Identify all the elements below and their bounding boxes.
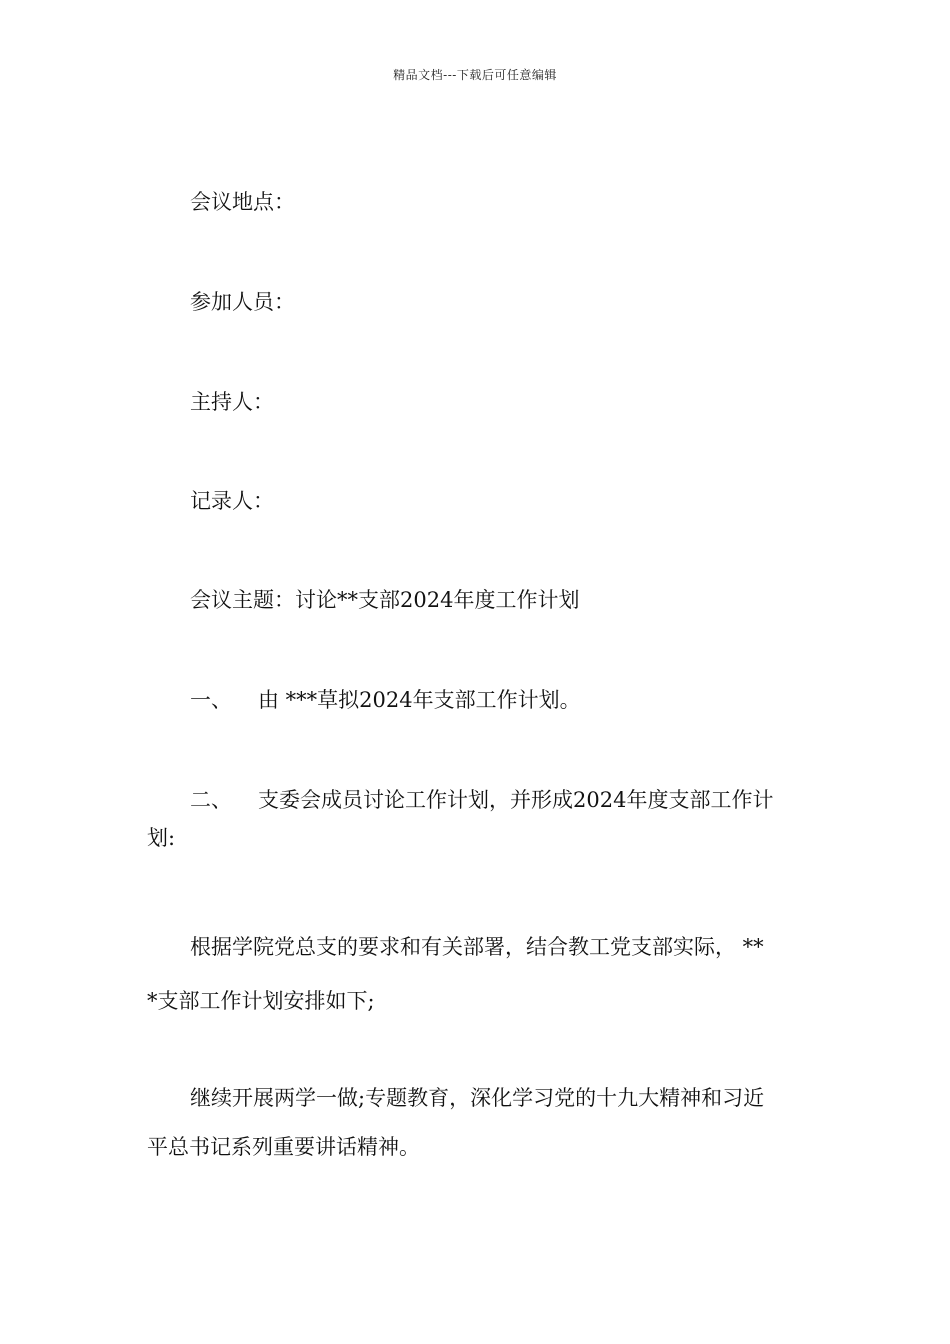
item-two-line2: 划: [147,826,176,850]
item-one-text: 由 ***草拟2024年支部工作计划。 [258,688,581,712]
item-two-line1 [147,780,852,820]
item-one [147,680,852,720]
plan-basis-line2: *支部工作计划安排如下; [147,989,375,1013]
meeting-location-line: 会议地点： [190,190,295,214]
attendees-line: 参加人员： [190,290,295,314]
host-line: 主持人： [190,390,274,414]
item-one-number: 一、 [190,688,232,712]
recorder-line: 记录人： [190,489,274,513]
page-header: 精品文档---下载后可任意编辑 [393,68,557,82]
plan-basis-line1: 根据学院党总支的要求和有关部署，结合教工党支部实际， ** [190,935,764,959]
item-two-text: 支委会成员讨论工作计划，并形成2024年度支部工作计 [258,788,774,812]
study-line2: 平总书记系列重要讲话精神。 [147,1135,420,1159]
meeting-topic-line: 会议主题：讨论**支部2024年度工作计划 [190,588,580,612]
item-two-number: 二、 [190,788,232,812]
study-line1: 继续开展两学一做;专题教育，深化学习党的十九大精神和习近 [190,1086,765,1110]
